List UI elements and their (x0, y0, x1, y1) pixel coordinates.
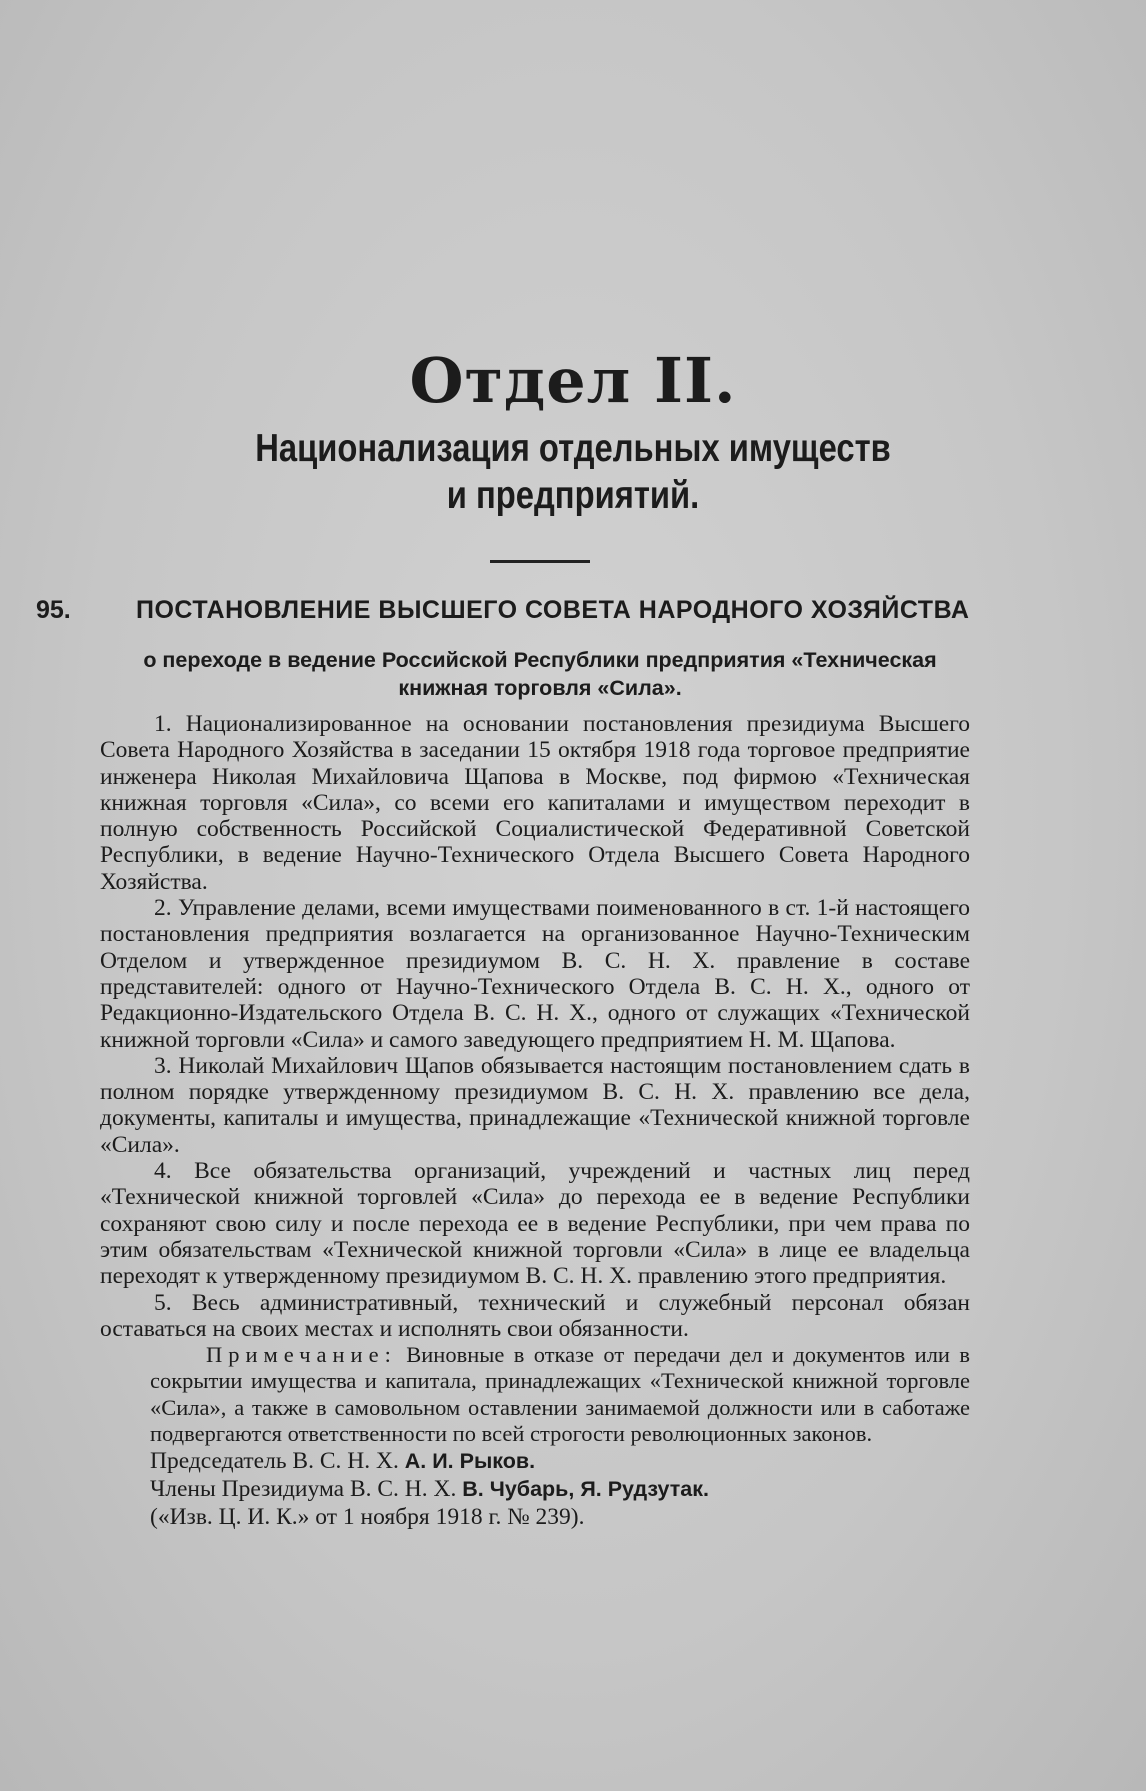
paragraph-3: 3. Николай Михайлович Щапов обязывается настоящим постановлением сдать в полном порядке утвержденному президиумом В. С. Н. Х. правлению все дела, документы, капиталы и имущества, принадлежащие «Технической книжной торговле «Сила». (100, 1052, 970, 1158)
section-subtitle-line-2: и предприятий. (446, 474, 700, 517)
section-header (0, 345, 1146, 519)
members-names: В. Чубарь, Я. Рудзутак. (462, 1477, 709, 1502)
divider-rule (490, 560, 590, 563)
note-label: Примечание: (206, 1342, 397, 1368)
source-citation: («Изв. Ц. И. К.» от 1 ноября 1918 г. № 239). (150, 1504, 585, 1531)
members-signature (100, 1475, 970, 1503)
document-subject-line-1: о переходе в ведение Российской Республики предприятия «Техническая (143, 648, 937, 672)
chair-name: А. И. Рыков. (404, 1449, 536, 1474)
document-number: 95. (36, 596, 71, 624)
note-text: Виновные в отказе от передачи дел и документов или в сокрытии имущества и капитала, принадлежащих «Технической книжной торговле «Сила», а также в самовольном оставлении занимаемой должности или в саботаже подвергаются ответственности по всей строгости революционных законов. (150, 1342, 970, 1447)
members-prefix: Члены Президиума В. С. Н. Х. (150, 1476, 457, 1503)
section-subtitle (92, 425, 1055, 519)
paragraph-1: 1. Национализированное на основании постановления президиума Высшего Совета Народного Хозяйства в заседании 15 октября 1918 года торговое предприятие инженера Николая Михайловича Щапова в Москве, под фирмою «Техническая книжная торговля «Сила», со всеми его капиталами и имуществом переходит в полную собственность Российской Социалистической Федеративной Советской Республики, в ведение Научно-Технического Отдела Высшего Совета Народного Хозяйства. (100, 711, 970, 895)
document-subject-line-2: книжная торговля «Сила». (398, 676, 682, 700)
document-title: ПОСТАНОВЛЕНИЕ ВЫСШЕГО СОВЕТА НАРОДНОГО ХОЗЯЙСТВА (136, 596, 970, 624)
paragraph-2: 2. Управление делами, всеми имуществами поименованного в ст. 1-й настоящего постановления предприятия возлагается на организованное Научно-Техническим Отделом и утвержденное президиумом В. С. Н. Х. правление в составе представителей: одного от Научно-Технического Отдела В. С. Н. Х., одного от Редакционно-Издательского Отдела В. С. Н. Х., одного от служащих «Технической книжной торговли «Сила» и самого заведующего предприятием Н. М. Щапова. (100, 895, 970, 1053)
chair-signature (100, 1447, 970, 1475)
section-subtitle-line-1: Национализация отдельных имуществ (255, 427, 891, 470)
paragraph-4: 4. Все обязательства организаций, учреждений и частных лиц перед «Технической книжной торговлей «Сила» до перехода ее в ведение Республики сохраняют свою силу и после перехода ее в ведение Республики, при чем права по этим обязательствам «Технической книжной торговли «Сила» в лице ее владельца переходят к утвержденному президиумом В. С. Н. Х. правлению этого предприятия. (100, 1158, 970, 1290)
note (100, 1342, 970, 1447)
paragraph-5: 5. Весь административный, технический и служебный персонал обязан оставаться на своих местах и исполнять свои обязанности. (100, 1289, 970, 1342)
chair-prefix: Председатель В. С. Н. Х. (150, 1448, 399, 1475)
document-subject (100, 646, 980, 702)
section-title: Отдел II. (409, 344, 737, 417)
document-body (100, 711, 970, 1531)
